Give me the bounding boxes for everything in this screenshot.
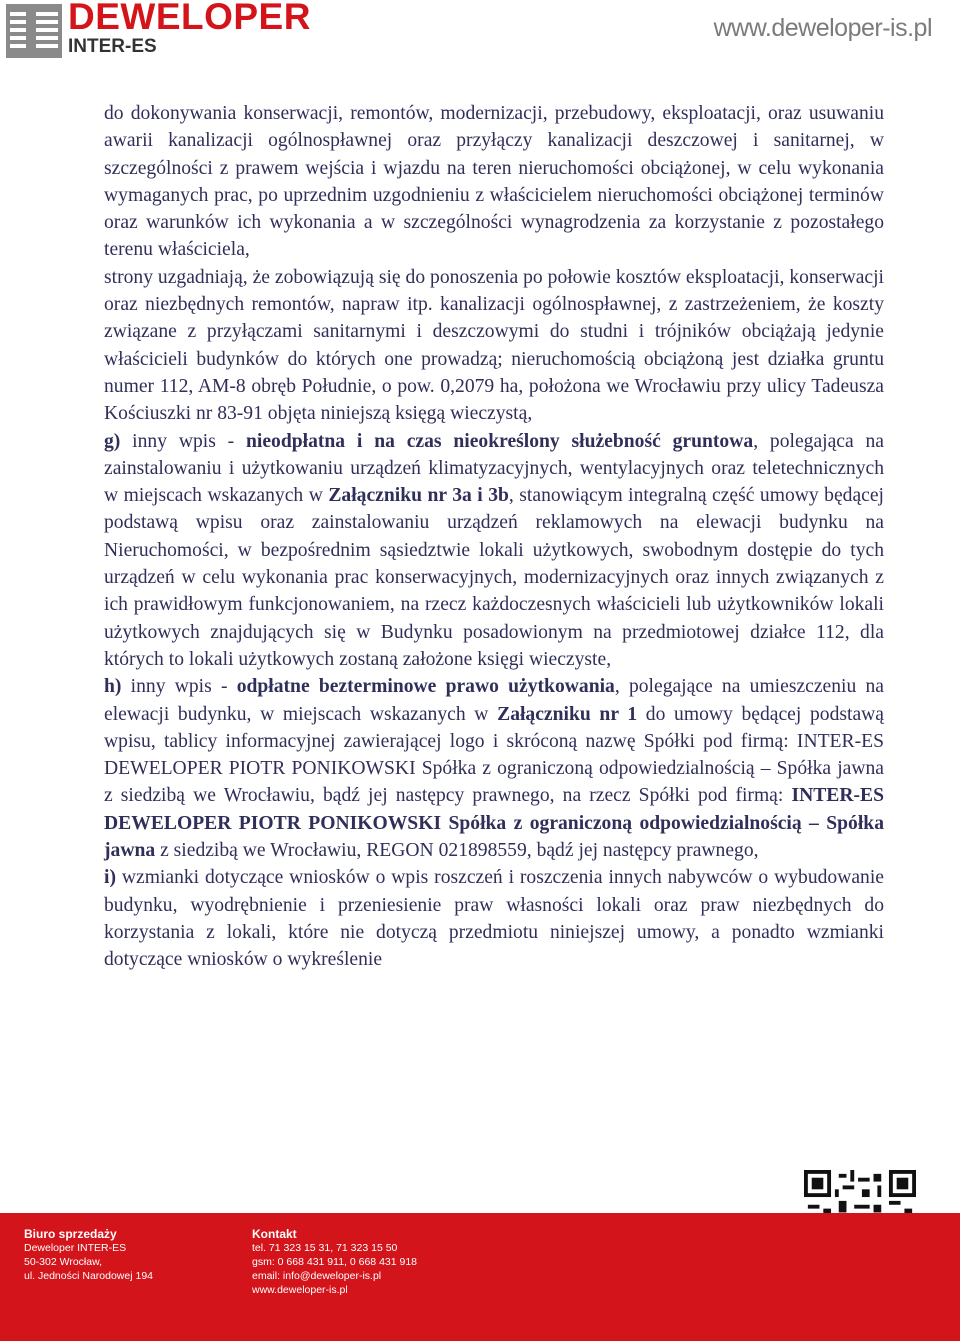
item-label: i) <box>104 867 116 889</box>
brand-title: DEWELOPER <box>68 0 311 37</box>
sales-line: 50-302 Wrocław, <box>24 1256 103 1268</box>
paragraph: do dokonywania konserwacji, remontów, modernizacji, przebudowy, eksploatacji, oraz usuwaniu awarii kanalizacji ogólnospławnej oraz przyłączy kanalizacji deszczowej i sanitarnej, w szczególności z prawem wejścia i wjazdu na teren nieruchomości obciążonej, w celu wykonania wymaganych prac, po uprzednim uzgodnieniu z właścicielem nieruchomości obciążonej terminów oraz warunków ich wykonania a w szczególności wynagrodzenia za korzystanie z pozostałego terenu właściciela, <box>104 103 884 261</box>
page-header <box>0 0 960 70</box>
contact-email[interactable]: email: info@deweloper-is.pl <box>252 1270 382 1282</box>
page-footer <box>0 1213 960 1341</box>
logo-building-icon <box>6 4 62 58</box>
site-url[interactable]: www.deweloper-is.pl <box>713 14 932 42</box>
item-i: i) wzmianki dotyczące wniosków o wpis roszczeń i roszczenia innych nabywców o wybudowanie budynku, wyodrębnienie i przeniesienie praw własności lokali oraz praw niezbędnych do korzystania z lokali, które nie dotyczą przedmiotu niniejszej umowy, a ponadto wzmianki dotyczące wniosków o wykreślenie <box>104 867 884 971</box>
item-g: g) inny wpis - nieodpłatna i na czas nieokreślony służebność gruntowa, polegająca na zainstalowaniu i użytkowaniu urządzeń klimatyzacyjnych, wentylacyjnych oraz teletechnicznych w miejscach wskazanych w Załączniku nr 3a i 3b, stanowiącym integralną część umowy będącej podstawą wpisu oraz zainstalowaniu urządzeń reklamowych na elewacji budynku na Nieruchomości, w bezpośrednim sąsiedztwie lokali użytkowych, swobodnym dostępie do tych urządzeń w celu wykonania prac konserwacyjnych, modernizacyjnych oraz innych związanych z ich prawidłowym funkcjonowaniem, na rzecz każdoczesnych właścicieli lub użytkowników lokali użytkowych znajdujących się w Budynku posadowionym na przedmiotowej działce 112, dla których to lokali użytkowych zostaną założone księgi wieczyste, <box>104 430 884 670</box>
item-label: h) <box>104 676 122 698</box>
emphasis: INTER-ES DEWELOPER PIOTR PONIKOWSKI Spółka z ograniczoną odpowiedzialnością – Spółka jawna <box>104 785 884 862</box>
brand-subtitle: INTER-ES <box>68 36 157 57</box>
paragraph: strony uzgadniają, że zobowiązują się do ponoszenia po połowie kosztów eksploatacji, konserwacji oraz niezbędnych remontów, napraw itp. kanalizacji ogólnospławnej, z zastrzeżeniem, że koszty związane z przyłączami sanitarnymi i deszczowymi do studni i trójników obciążają jedynie właścicieli budynków do których one prowadzą; nieruchomością obciążoną jest działka gruntu numer 112, AM-8 obręb Południe, o pow. 0,2079 ha, położona we Wrocławiu przy ulicy Tadeusza Kościuszki nr 83-91 objęta niniejszą księgą wieczystą, <box>104 266 884 425</box>
emphasis: nieodpłatna i na czas nieokreślony służebność gruntowa <box>246 430 754 452</box>
sales-title: Biuro sprzedaży <box>24 1227 117 1241</box>
document-body <box>104 100 884 974</box>
contact-title: Kontakt <box>252 1227 297 1241</box>
emphasis: Załączniku nr 1 <box>497 703 638 725</box>
contact-gsm: gsm: 0 668 431 911, 0 668 431 918 <box>252 1256 418 1268</box>
emphasis: Załączniku nr 3a i 3b <box>328 485 509 507</box>
sales-line: ul. Jedności Narodowej 194 <box>24 1270 153 1282</box>
contact-website[interactable]: www.deweloper-is.pl <box>252 1284 348 1296</box>
sales-office <box>24 1227 153 1283</box>
contact-phone: tel. 71 323 15 31, 71 323 15 50 <box>252 1242 398 1254</box>
sales-line: Deweloper INTER-ES <box>24 1242 127 1254</box>
item-h: h) inny wpis - odpłatne bezterminowe prawo użytkowania, polegające na umieszczeniu na elewacji budynku, w miejscach wskazanych w Załączniku nr 1 do umowy będącej podstawą wpisu, tablicy informacyjnej zawierającej logo i skróconą nazwę Spółki pod firmą: INTER-ES DEWELOPER PIOTR PONIKOWSKI Spółka z ograniczoną odpowiedzialnością – Spółka jawna z siedzibą we Wrocławiu, bądź jej następcy prawnego, na rzecz Spółki pod firmą: INTER-ES DEWELOPER PIOTR PONIKOWSKI Spółka z ograniczoną odpowiedzialnością – Spółka jawna z siedzibą we Wrocławiu, REGON 021898559, bądź jej następcy prawnego, <box>104 676 884 862</box>
item-label: g) <box>104 430 121 452</box>
emphasis: odpłatne bezterminowe prawo użytkowania <box>236 676 615 698</box>
contact-info <box>252 1227 417 1297</box>
